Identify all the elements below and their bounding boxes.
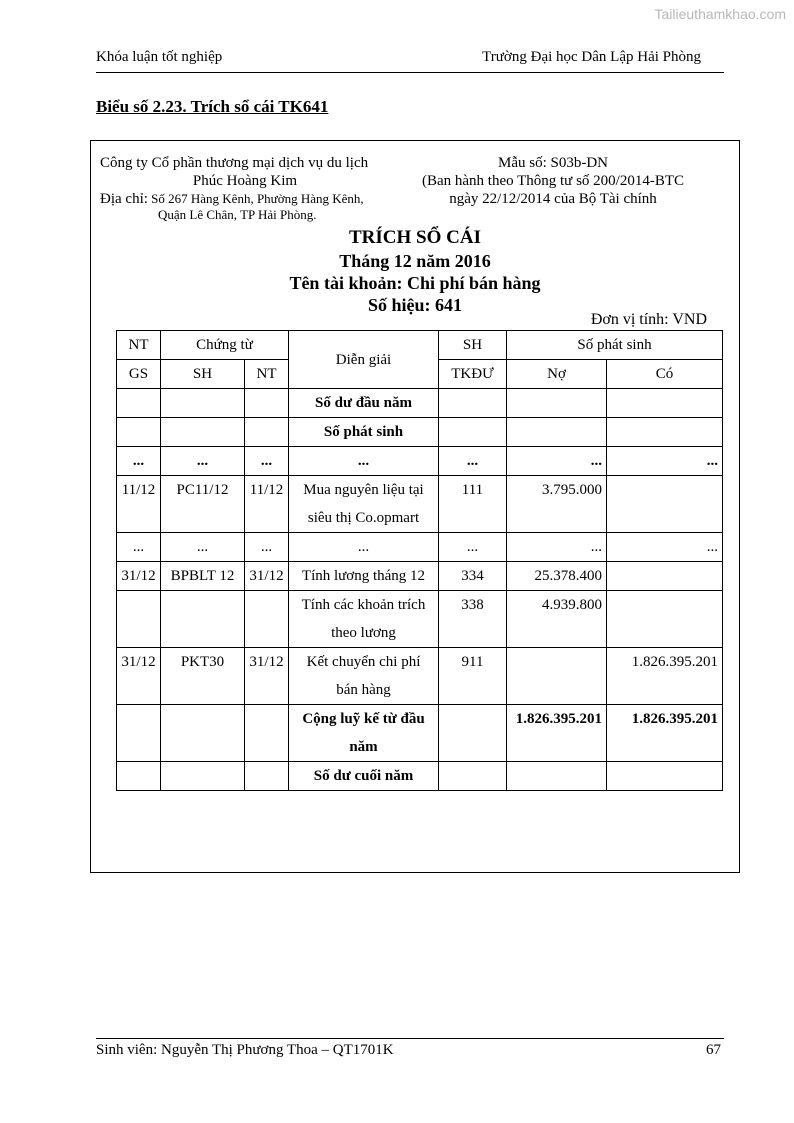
footer-student: Sinh viên: Nguyễn Thị Phương Thoa – QT1701K — [96, 1042, 394, 1058]
cell-contra-account: 111 — [439, 476, 507, 533]
description-line1: Mua nguyên liệu tại — [303, 482, 424, 498]
header-nt: NT — [245, 360, 289, 389]
ledger-table — [116, 330, 723, 791]
header-nt-gs: NT — [117, 331, 161, 360]
ellipsis-cell: ... — [439, 447, 507, 476]
table-row — [117, 562, 723, 591]
header-no: Nợ — [507, 360, 607, 389]
total-label-line1: Cộng luỹ kế từ đầu — [302, 711, 425, 727]
cell-debit: 4.939.800 — [507, 591, 607, 648]
ellipsis-cell: ... — [607, 533, 723, 562]
cell-contra-account: 338 — [439, 591, 507, 648]
table-row-total — [117, 705, 723, 762]
description-line1: Tính các khoản trích — [301, 597, 426, 613]
header-sh: SH — [161, 360, 245, 389]
cell-date: 31/12 — [117, 562, 161, 591]
table-row — [117, 648, 723, 705]
address-line2: Quận Lê Chân, TP Hải Phòng. — [158, 207, 317, 222]
ellipsis-cell: ... — [245, 533, 289, 562]
cell-credit — [607, 591, 723, 648]
cell-voucher-date: 11/12 — [245, 476, 289, 533]
ellipsis-cell: ... — [289, 447, 439, 476]
ellipsis-cell: ... — [161, 533, 245, 562]
form-info — [405, 154, 701, 208]
ellipsis-cell: ... — [507, 533, 607, 562]
ellipsis-cell: ... — [245, 447, 289, 476]
cell-description — [289, 591, 439, 648]
arising-label: Số phát sinh — [289, 418, 439, 447]
header-divider — [96, 72, 724, 73]
company-address — [100, 191, 390, 207]
cell-voucher-no: BPBLT 12 — [161, 562, 245, 591]
ellipsis-cell: ... — [289, 533, 439, 562]
description-line2: bán hàng — [336, 682, 391, 698]
header-so-phat-sinh: Số phát sinh — [507, 331, 723, 360]
description-line2: theo lương — [331, 625, 396, 641]
section-title: Biểu số 2.23. Trích sổ cái TK641 — [96, 97, 329, 116]
ledger-titles — [90, 226, 740, 316]
cell-voucher-date: 31/12 — [245, 562, 289, 591]
closing-balance-label: Số dư cuối năm — [289, 762, 439, 791]
page-header-left: Khóa luận tốt nghiệp — [96, 49, 223, 65]
form-number: Mẫu số: S03b-DN — [497, 155, 608, 171]
watermark: Tailieuthamkhao.com — [654, 6, 786, 22]
form-issued-line1: (Ban hành theo Thông tư số 200/2014-BTC — [421, 173, 684, 189]
table-row — [117, 447, 723, 476]
table-row — [117, 476, 723, 533]
ledger-main-title: TRÍCH SỔ CÁI — [349, 227, 481, 248]
cell-description: Tính lương tháng 12 — [289, 562, 439, 591]
header-tkdu: TKĐƯ — [439, 360, 507, 389]
footer-page-number: 67 — [706, 1042, 721, 1058]
header-co: Có — [607, 360, 723, 389]
table-row — [117, 591, 723, 648]
cell-voucher-no: PC11/12 — [161, 476, 245, 533]
cell-description — [289, 648, 439, 705]
address-label: Địa chỉ: — [100, 191, 148, 207]
header-dien-giai: Diễn giải — [289, 331, 439, 389]
account-number: Số hiệu: 641 — [367, 295, 463, 315]
currency-unit: Đơn vị tính: VND — [590, 311, 707, 328]
ellipsis-cell: ... — [117, 447, 161, 476]
company-name-line2: Phúc Hoàng Kim — [192, 173, 298, 189]
address-line1: Số 267 Hàng Kênh, Phường Hàng Kênh, — [151, 191, 364, 206]
total-debit: 1.826.395.201 — [507, 705, 607, 762]
total-label-line2: năm — [349, 739, 378, 755]
opening-balance-label: Số dư đầu năm — [289, 389, 439, 418]
table-row — [117, 762, 723, 791]
ellipsis-cell: ... — [117, 533, 161, 562]
cell-date: 31/12 — [117, 648, 161, 705]
footer-divider — [96, 1038, 724, 1039]
cell-debit: 3.795.000 — [507, 476, 607, 533]
description-line1: Kết chuyển chi phí — [306, 654, 421, 670]
cell-credit: 1.826.395.201 — [607, 648, 723, 705]
cell-credit — [607, 476, 723, 533]
cell-debit: 25.378.400 — [507, 562, 607, 591]
cell-contra-account: 911 — [439, 648, 507, 705]
cumulative-total-label — [289, 705, 439, 762]
table-row — [117, 389, 723, 418]
company-info — [100, 154, 390, 223]
ledger-period: Tháng 12 năm 2016 — [339, 251, 491, 271]
description-line2: siêu thị Co.opmart — [307, 510, 420, 526]
header-chung-tu: Chứng từ — [161, 331, 289, 360]
form-issued-line2: ngày 22/12/2014 của Bộ Tài chính — [449, 191, 657, 207]
ellipsis-cell: ... — [439, 533, 507, 562]
account-name: Tên tài khoản: Chi phí bán hàng — [289, 273, 541, 293]
cell-description — [289, 476, 439, 533]
cell-debit — [507, 648, 607, 705]
page-header-right: Trường Đại học Dân Lập Hải Phòng — [482, 49, 701, 65]
ellipsis-cell: ... — [161, 447, 245, 476]
ellipsis-cell: ... — [507, 447, 607, 476]
company-name-line1: Công ty Cổ phần thương mại dịch vụ du lịch — [100, 155, 369, 171]
table-row — [117, 533, 723, 562]
table-header-row — [117, 331, 723, 360]
cell-voucher-date: 31/12 — [245, 648, 289, 705]
header-sh-tkdu: SH — [439, 331, 507, 360]
table-row — [117, 418, 723, 447]
cell-date: 11/12 — [117, 476, 161, 533]
cell-voucher-no: PKT30 — [161, 648, 245, 705]
header-gs: GS — [117, 360, 161, 389]
cell-credit — [607, 562, 723, 591]
total-credit: 1.826.395.201 — [607, 705, 723, 762]
cell-contra-account: 334 — [439, 562, 507, 591]
ellipsis-cell: ... — [607, 447, 723, 476]
